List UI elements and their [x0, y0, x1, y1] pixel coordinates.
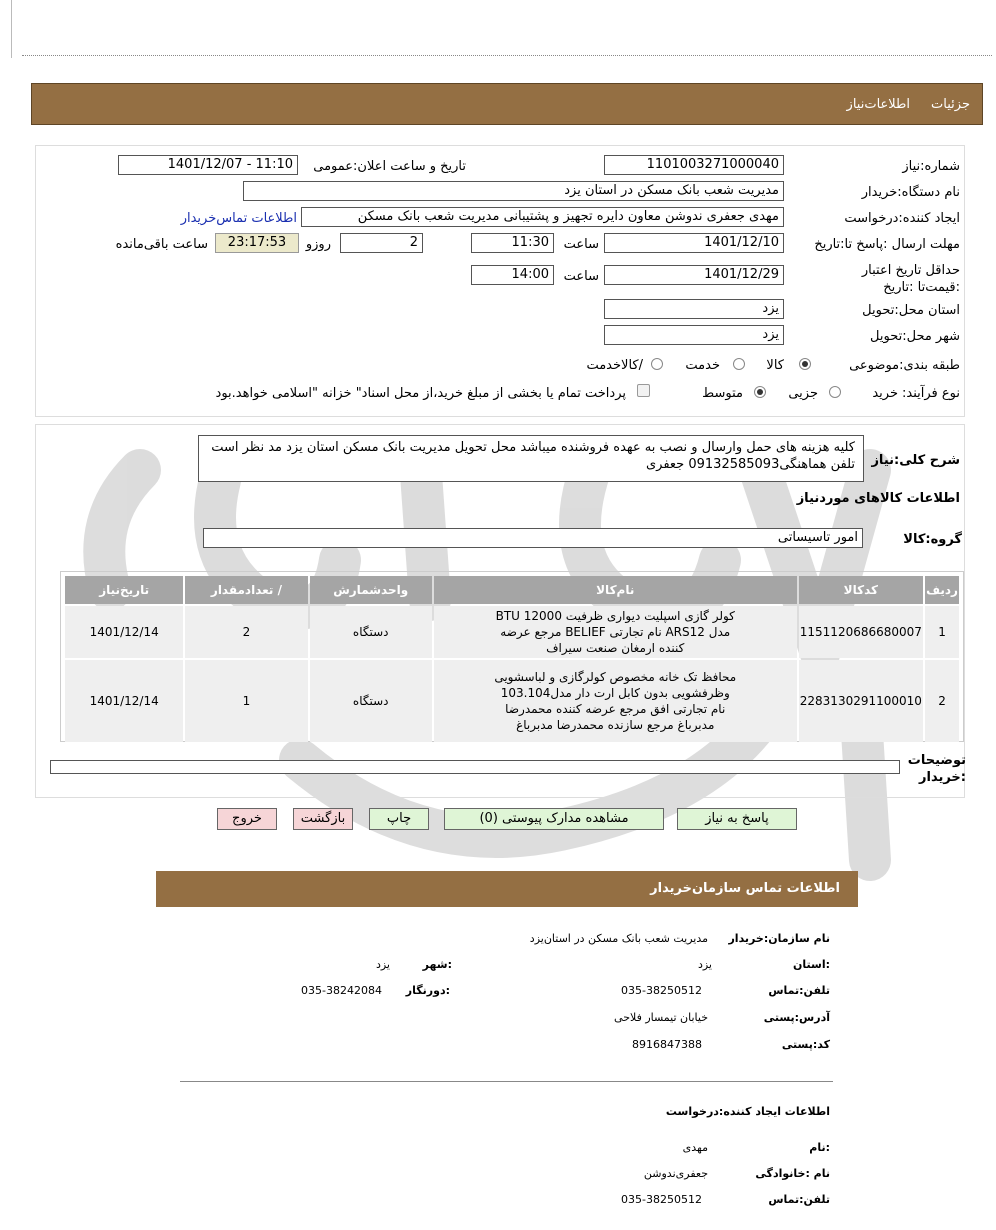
contact-fax-value: 035-38242084: [301, 984, 382, 997]
validity-time-field[interactable]: 14:00: [471, 265, 554, 285]
cell-quantity: 1: [185, 660, 307, 742]
col-unit: واحدشمارش: [310, 576, 432, 604]
contact-city-label: :شهر: [422, 958, 452, 971]
buyer-org-field[interactable]: مدیریت شعب بانک مسکن در استان یزد: [243, 181, 784, 201]
cell-quantity: 2: [185, 606, 307, 658]
summary-label: شرح کلی:نیاز: [871, 453, 960, 468]
reply-button[interactable]: پاسخ به نیاز: [677, 808, 797, 830]
days-field[interactable]: 2: [340, 233, 423, 253]
cell-unit: دستگاه: [310, 606, 432, 658]
process-medium-label: متوسط: [702, 386, 743, 401]
cell-name: محافظ تک خانه مخصوص کولرگازی و لباسشویی وظرفشویی بدون کابل ارت دار مدل103.104 نام تجارتی افق مرجع عرضه کننده محمدرضا مدبرباغ مرجع سازنده محمدرضا مدبرباغ: [434, 660, 797, 742]
attachments-button[interactable]: مشاهده مدارک پیوستی (0): [444, 808, 664, 830]
category-both-label: /کالاخدمت: [586, 358, 643, 373]
summary-text: کلیه هزینه های حمل وارسال و نصب به عهده فروشنده میباشد محل تحویل مدیریت بانک مسکن استان یزد مد نظر است تلفن هماهنگی09132585093 جعفری: [198, 435, 864, 482]
category-goods-label: کالا: [766, 358, 784, 373]
cell-need-date: 1401/12/14: [65, 606, 183, 658]
goods-group-field[interactable]: امور تاسیساتی: [203, 528, 863, 548]
org-value: مدیریت شعب بانک مسکن در استان‌یزد: [529, 932, 708, 945]
contact-phone-value: 035-38250512: [621, 984, 702, 997]
validity-hour-label: ساعت: [563, 269, 599, 284]
buyer-contact-header: [156, 871, 858, 907]
need-number-field[interactable]: 1101003271000040: [604, 155, 784, 175]
goods-info-title: اطلاعات کالاهای موردنیاز: [796, 491, 960, 506]
org-label: نام سازمان:خریدار: [728, 932, 830, 945]
remaining-time: 23:17:53: [215, 233, 299, 253]
cell-need-date: 1401/12/14: [65, 660, 183, 742]
announce-datetime-field[interactable]: 1401/12/07 - 11:10: [118, 155, 298, 175]
need-number-label: شماره:نیاز: [902, 159, 960, 174]
tab-need-info[interactable]: اطلاعات‌نیاز: [846, 97, 910, 112]
process-buy-label: خرید: [872, 386, 898, 401]
creator-family-label: نام :خانوادگی: [755, 1167, 830, 1180]
city-field[interactable]: یزد: [604, 325, 784, 345]
cell-row: 2: [925, 660, 959, 742]
creator-info-title: اطلاعات ایجاد کننده:درخواست: [665, 1105, 830, 1118]
creator-field[interactable]: مهدی جعفری ندوشن معاون دایره تجهیز و پشتیبانی مدیریت شعب بانک مسکن: [301, 207, 784, 227]
page-left-border: [11, 0, 12, 58]
buyer-notes-field[interactable]: [50, 760, 900, 774]
contact-divider: [180, 1081, 833, 1082]
province-label: استان محل:تحویل: [862, 303, 960, 318]
creator-phone-label: تلفن:تماس: [768, 1193, 830, 1206]
day-label: روزو: [305, 237, 331, 252]
back-button[interactable]: بازگشت: [293, 808, 353, 830]
contact-postal-label: کد:پستی: [781, 1038, 830, 1051]
deadline-label: مهلت ارسال :پاسخ تا:تاریخ: [814, 237, 960, 252]
col-quantity: / تعدادمقدار: [185, 576, 307, 604]
col-need-date: تاریخ‌نیاز: [65, 576, 183, 604]
process-partial-radio[interactable]: [829, 386, 841, 398]
col-code: کدکالا: [799, 576, 923, 604]
treasury-payment-note: پرداخت تمام یا بخشی از مبلغ خرید،از محل اسناد" خزانه "اسلامی خواهد.بود: [215, 386, 626, 401]
exit-button[interactable]: خروج: [217, 808, 277, 830]
print-button[interactable]: چاپ: [369, 808, 429, 830]
tab-details[interactable]: جزئیات: [931, 97, 970, 112]
process-type-label: نوع فرآیند:: [902, 386, 960, 401]
category-label: طبقه بندی:موضوعی: [849, 358, 960, 373]
process-partial-label: جزیی: [788, 386, 818, 401]
process-medium-radio[interactable]: [754, 386, 766, 398]
deadline-date-field[interactable]: 1401/12/10: [604, 233, 784, 253]
buyer-org-label: نام دستگاه:خریدار: [861, 185, 960, 200]
category-both-radio[interactable]: [651, 358, 663, 370]
province-field[interactable]: یزد: [604, 299, 784, 319]
buyer-contact-link[interactable]: اطلاعات تماس‌خریدار: [180, 211, 297, 226]
details-header: [31, 83, 983, 125]
validity-label: حداقل تاریخ اعتبار :قیمت‌تا :تاریخ: [861, 263, 960, 295]
col-name: نام‌کالا: [434, 576, 797, 604]
cell-code: 2283130291100010: [799, 660, 923, 742]
contact-city-value: یزد: [375, 958, 390, 971]
contact-address-value: خیابان تیمسار فلاحی: [614, 1011, 708, 1024]
goods-table-header: [65, 576, 959, 604]
buyer-contact-title: اطلاعات تماس سازمان‌خریدار: [650, 881, 840, 896]
creator-label: ایجاد کننده:درخواست: [844, 211, 960, 226]
contact-postal-value: 8916847388: [632, 1038, 702, 1051]
contact-province-label: :استان: [793, 958, 830, 971]
contact-province-value: یزد: [697, 958, 712, 971]
creator-phone-value: 035-38250512: [621, 1193, 702, 1206]
deadline-hour-label: ساعت: [563, 237, 599, 252]
cell-row: 1: [925, 606, 959, 658]
deadline-time-field[interactable]: 11:30: [471, 233, 554, 253]
validity-date-field[interactable]: 1401/12/29: [604, 265, 784, 285]
treasury-payment-checkbox[interactable]: [637, 384, 650, 397]
category-goods-radio[interactable]: [799, 358, 811, 370]
city-label: شهر محل:تحویل: [870, 329, 960, 344]
cell-code: 1151120686680007: [799, 606, 923, 658]
category-service-label: خدمت: [685, 358, 720, 373]
creator-name-label: :نام: [809, 1141, 830, 1154]
top-divider: [22, 55, 992, 56]
table-row: [65, 660, 959, 742]
buyer-notes-label: توضیحات :خریدار: [907, 753, 966, 785]
cell-name: کولر گازی اسپلیت دیواری ظرفیت 12000 BTU مدل ARS12 نام تجارتی BELIEF مرجع عرضه کننده ارمغان صنعت سیراف: [434, 606, 797, 658]
remaining-label: ساعت باقی‌مانده: [115, 237, 208, 252]
creator-name-value: مهدی: [682, 1141, 708, 1154]
table-row: [65, 606, 959, 658]
contact-address-label: آدرس:پستی: [763, 1011, 830, 1024]
cell-unit: دستگاه: [310, 660, 432, 742]
goods-table: [63, 574, 961, 744]
goods-group-label: گروه:کالا: [903, 532, 962, 547]
contact-phone-label: تلفن:تماس: [768, 984, 830, 997]
announce-label: تاریخ و ساعت اعلان:عمومی: [313, 159, 466, 174]
creator-family-value: جعفری‌ندوشن: [643, 1167, 708, 1180]
category-service-radio[interactable]: [733, 358, 745, 370]
contact-fax-label: :دورنگار: [405, 984, 450, 997]
col-row: ردیف: [925, 576, 959, 604]
